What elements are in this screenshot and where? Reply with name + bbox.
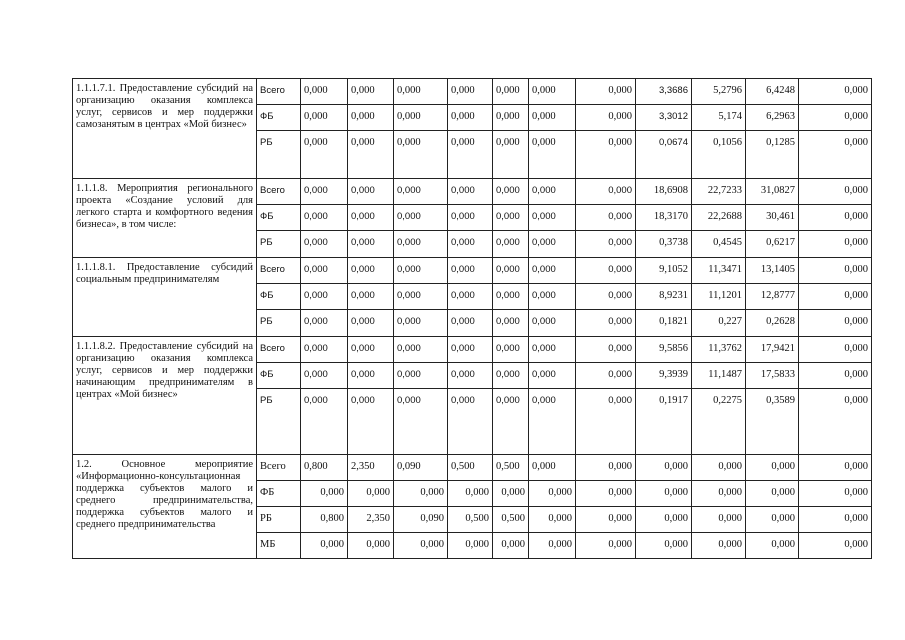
- value-cell: 0,000: [799, 363, 872, 389]
- value-cell: 0,000: [301, 310, 348, 337]
- funding-source: ФБ: [257, 105, 301, 131]
- value-cell: 0,000: [348, 179, 394, 205]
- value-cell: 0,000: [394, 205, 448, 231]
- value-cell: 0,000: [692, 455, 746, 481]
- value-cell: 0,000: [394, 131, 448, 179]
- value-cell: 0,000: [576, 481, 636, 507]
- value-cell: 0,000: [692, 481, 746, 507]
- value-cell: 0,000: [348, 389, 394, 455]
- value-cell: 0,000: [529, 507, 576, 533]
- value-cell: 0,000: [529, 533, 576, 559]
- value-cell: 0,000: [799, 455, 872, 481]
- value-cell: 0,000: [493, 205, 529, 231]
- value-cell: 0,0674: [636, 131, 692, 179]
- table-row: [73, 79, 872, 105]
- funding-source: РБ: [257, 389, 301, 455]
- value-cell: 0,000: [636, 533, 692, 559]
- value-cell: 0,000: [576, 131, 636, 179]
- value-cell: 0,000: [529, 205, 576, 231]
- value-cell: 0,000: [394, 363, 448, 389]
- value-cell: 0,000: [799, 481, 872, 507]
- value-cell: 0,000: [529, 455, 576, 481]
- value-cell: 0,000: [529, 179, 576, 205]
- value-cell: 0,227: [692, 310, 746, 337]
- value-cell: 9,5856: [636, 337, 692, 363]
- value-cell: 0,500: [448, 455, 493, 481]
- value-cell: 0,000: [799, 258, 872, 284]
- value-cell: 0,3738: [636, 231, 692, 258]
- value-cell: 0,000: [348, 79, 394, 105]
- value-cell: 3,3686: [636, 79, 692, 105]
- value-cell: 0,000: [394, 533, 448, 559]
- value-cell: 0,000: [448, 481, 493, 507]
- table-row: [73, 258, 872, 284]
- funding-source: РБ: [257, 131, 301, 179]
- value-cell: 0,000: [799, 337, 872, 363]
- value-cell: 0,000: [394, 79, 448, 105]
- value-cell: 11,3762: [692, 337, 746, 363]
- funding-source: ФБ: [257, 284, 301, 310]
- value-cell: 0,000: [301, 481, 348, 507]
- value-cell: 0,000: [348, 131, 394, 179]
- value-cell: 0,090: [394, 507, 448, 533]
- measure-description: 1.1.1.8. Мероприятия регионального проекта «Создание условий для легкого старта и комфортного ведения бизнеса», в том числе:: [73, 179, 257, 258]
- value-cell: 0,000: [394, 231, 448, 258]
- value-cell: 0,000: [636, 507, 692, 533]
- value-cell: 31,0827: [746, 179, 799, 205]
- value-cell: 0,000: [448, 179, 493, 205]
- funding-source: Всего: [257, 79, 301, 105]
- value-cell: 0,000: [448, 389, 493, 455]
- measure-description: 1.2. Основное мероприятие «Информационно-консультационная поддержка субъектов малого и среднего предпринимательства, поддержка субъектов малого и среднего предпринимательства: [73, 455, 257, 559]
- value-cell: 0,000: [529, 481, 576, 507]
- value-cell: 0,000: [799, 284, 872, 310]
- value-cell: 0,000: [799, 179, 872, 205]
- value-cell: 9,1052: [636, 258, 692, 284]
- value-cell: 0,000: [301, 363, 348, 389]
- value-cell: 11,1487: [692, 363, 746, 389]
- funding-source: РБ: [257, 310, 301, 337]
- value-cell: 0,000: [493, 79, 529, 105]
- value-cell: 0,000: [746, 455, 799, 481]
- value-cell: 0,000: [348, 337, 394, 363]
- value-cell: 30,461: [746, 205, 799, 231]
- value-cell: 0,000: [301, 205, 348, 231]
- value-cell: 0,000: [301, 337, 348, 363]
- value-cell: 0,000: [394, 337, 448, 363]
- value-cell: 0,000: [348, 363, 394, 389]
- value-cell: 0,000: [394, 481, 448, 507]
- value-cell: 17,5833: [746, 363, 799, 389]
- table-row: [73, 337, 872, 363]
- value-cell: 8,9231: [636, 284, 692, 310]
- value-cell: 0,000: [529, 231, 576, 258]
- value-cell: 0,1285: [746, 131, 799, 179]
- measure-description: 1.1.1.8.1. Предоставление субсидий социальным предпринимателям: [73, 258, 257, 337]
- value-cell: 0,000: [799, 105, 872, 131]
- value-cell: 18,6908: [636, 179, 692, 205]
- value-cell: 0,000: [348, 258, 394, 284]
- value-cell: 0,000: [576, 179, 636, 205]
- value-cell: 0,000: [394, 284, 448, 310]
- value-cell: 0,000: [301, 533, 348, 559]
- value-cell: 0,000: [799, 231, 872, 258]
- value-cell: 0,000: [493, 105, 529, 131]
- value-cell: 0,000: [799, 533, 872, 559]
- value-cell: 0,000: [301, 389, 348, 455]
- value-cell: 0,000: [576, 205, 636, 231]
- table-row: [73, 455, 872, 481]
- value-cell: 0,000: [448, 79, 493, 105]
- value-cell: 0,000: [394, 258, 448, 284]
- funding-source: Всего: [257, 258, 301, 284]
- value-cell: 0,000: [493, 179, 529, 205]
- value-cell: 0,000: [529, 310, 576, 337]
- value-cell: 0,000: [799, 389, 872, 455]
- value-cell: 17,9421: [746, 337, 799, 363]
- value-cell: 0,000: [448, 258, 493, 284]
- value-cell: 0,000: [529, 105, 576, 131]
- value-cell: 0,000: [448, 337, 493, 363]
- value-cell: 0,000: [636, 455, 692, 481]
- value-cell: 0,000: [576, 389, 636, 455]
- value-cell: 0,000: [301, 258, 348, 284]
- funding-source: РБ: [257, 231, 301, 258]
- value-cell: 22,2688: [692, 205, 746, 231]
- value-cell: 0,000: [746, 507, 799, 533]
- value-cell: 0,000: [301, 79, 348, 105]
- value-cell: 0,000: [692, 533, 746, 559]
- value-cell: 0,000: [746, 533, 799, 559]
- value-cell: 0,1917: [636, 389, 692, 455]
- value-cell: 2,350: [348, 455, 394, 481]
- value-cell: 0,000: [301, 105, 348, 131]
- value-cell: 0,000: [394, 310, 448, 337]
- value-cell: 0,000: [493, 231, 529, 258]
- value-cell: 0,500: [493, 455, 529, 481]
- value-cell: 0,000: [493, 131, 529, 179]
- value-cell: 0,000: [799, 507, 872, 533]
- value-cell: 0,000: [394, 389, 448, 455]
- value-cell: 0,000: [576, 337, 636, 363]
- funding-source: ФБ: [257, 481, 301, 507]
- funding-source: ФБ: [257, 205, 301, 231]
- value-cell: 0,000: [348, 533, 394, 559]
- value-cell: 0,000: [529, 389, 576, 455]
- value-cell: 0,000: [348, 231, 394, 258]
- value-cell: 0,1056: [692, 131, 746, 179]
- value-cell: 0,000: [576, 258, 636, 284]
- value-cell: 0,000: [301, 284, 348, 310]
- value-cell: 0,000: [448, 310, 493, 337]
- value-cell: 0,000: [348, 205, 394, 231]
- value-cell: 0,000: [529, 337, 576, 363]
- value-cell: 0,000: [301, 179, 348, 205]
- value-cell: 11,1201: [692, 284, 746, 310]
- value-cell: 0,000: [301, 131, 348, 179]
- value-cell: 0,000: [493, 258, 529, 284]
- value-cell: 0,000: [448, 131, 493, 179]
- value-cell: 0,000: [448, 284, 493, 310]
- funding-source: Всего: [257, 179, 301, 205]
- value-cell: 11,3471: [692, 258, 746, 284]
- value-cell: 0,000: [576, 455, 636, 481]
- value-cell: 0,000: [448, 205, 493, 231]
- measure-description: 1.1.1.8.2. Предоставление субсидий на организацию оказания комплекса услуг, сервисов и мер поддержки начинающим предпринимателям в центрах «Мой бизнес»: [73, 337, 257, 455]
- value-cell: 0,000: [746, 481, 799, 507]
- value-cell: 0,000: [576, 363, 636, 389]
- value-cell: 0,2628: [746, 310, 799, 337]
- value-cell: 0,000: [636, 481, 692, 507]
- value-cell: 0,000: [799, 79, 872, 105]
- value-cell: 0,000: [529, 131, 576, 179]
- value-cell: 0,500: [448, 507, 493, 533]
- value-cell: 2,350: [348, 507, 394, 533]
- value-cell: 12,8777: [746, 284, 799, 310]
- value-cell: 0,000: [529, 284, 576, 310]
- value-cell: 0,3589: [746, 389, 799, 455]
- value-cell: 0,000: [799, 131, 872, 179]
- value-cell: 0,000: [448, 105, 493, 131]
- value-cell: 18,3170: [636, 205, 692, 231]
- value-cell: 0,000: [348, 481, 394, 507]
- value-cell: 0,1821: [636, 310, 692, 337]
- table-row: [73, 179, 872, 205]
- budget-table: [72, 78, 872, 559]
- funding-source: ФБ: [257, 363, 301, 389]
- value-cell: 0,000: [493, 533, 529, 559]
- value-cell: 0,000: [493, 481, 529, 507]
- value-cell: 0,000: [576, 310, 636, 337]
- funding-source: РБ: [257, 507, 301, 533]
- value-cell: 0,000: [493, 337, 529, 363]
- value-cell: 0,500: [493, 507, 529, 533]
- value-cell: 6,4248: [746, 79, 799, 105]
- value-cell: 0,000: [576, 507, 636, 533]
- value-cell: 0,000: [576, 105, 636, 131]
- value-cell: 0,000: [348, 310, 394, 337]
- value-cell: 0,000: [692, 507, 746, 533]
- funding-source: Всего: [257, 337, 301, 363]
- value-cell: 5,2796: [692, 79, 746, 105]
- value-cell: 0,000: [493, 363, 529, 389]
- value-cell: 5,174: [692, 105, 746, 131]
- value-cell: 0,000: [529, 258, 576, 284]
- value-cell: 0,000: [529, 363, 576, 389]
- funding-source: МБ: [257, 533, 301, 559]
- value-cell: 0,000: [348, 105, 394, 131]
- value-cell: 0,6217: [746, 231, 799, 258]
- value-cell: 0,000: [348, 284, 394, 310]
- value-cell: 0,000: [301, 231, 348, 258]
- value-cell: 0,000: [394, 179, 448, 205]
- value-cell: 0,800: [301, 507, 348, 533]
- value-cell: 0,000: [448, 363, 493, 389]
- value-cell: 0,090: [394, 455, 448, 481]
- value-cell: 0,000: [799, 205, 872, 231]
- value-cell: 0,000: [493, 389, 529, 455]
- value-cell: 0,000: [576, 79, 636, 105]
- value-cell: 0,800: [301, 455, 348, 481]
- value-cell: 6,2963: [746, 105, 799, 131]
- value-cell: 13,1405: [746, 258, 799, 284]
- value-cell: 0,000: [799, 310, 872, 337]
- value-cell: 0,000: [493, 284, 529, 310]
- value-cell: 9,3939: [636, 363, 692, 389]
- value-cell: 0,4545: [692, 231, 746, 258]
- value-cell: 0,000: [576, 284, 636, 310]
- value-cell: 0,000: [576, 231, 636, 258]
- value-cell: 0,2275: [692, 389, 746, 455]
- value-cell: 3,3012: [636, 105, 692, 131]
- value-cell: 0,000: [493, 310, 529, 337]
- value-cell: 0,000: [529, 79, 576, 105]
- value-cell: 0,000: [394, 105, 448, 131]
- measure-description: 1.1.1.7.1. Предоставление субсидий на организацию оказания комплекса услуг, сервисов и мер поддержки самозанятым в центрах «Мой бизнес»: [73, 79, 257, 179]
- funding-source: Всего: [257, 455, 301, 481]
- value-cell: 0,000: [576, 533, 636, 559]
- value-cell: 22,7233: [692, 179, 746, 205]
- value-cell: 0,000: [448, 231, 493, 258]
- value-cell: 0,000: [448, 533, 493, 559]
